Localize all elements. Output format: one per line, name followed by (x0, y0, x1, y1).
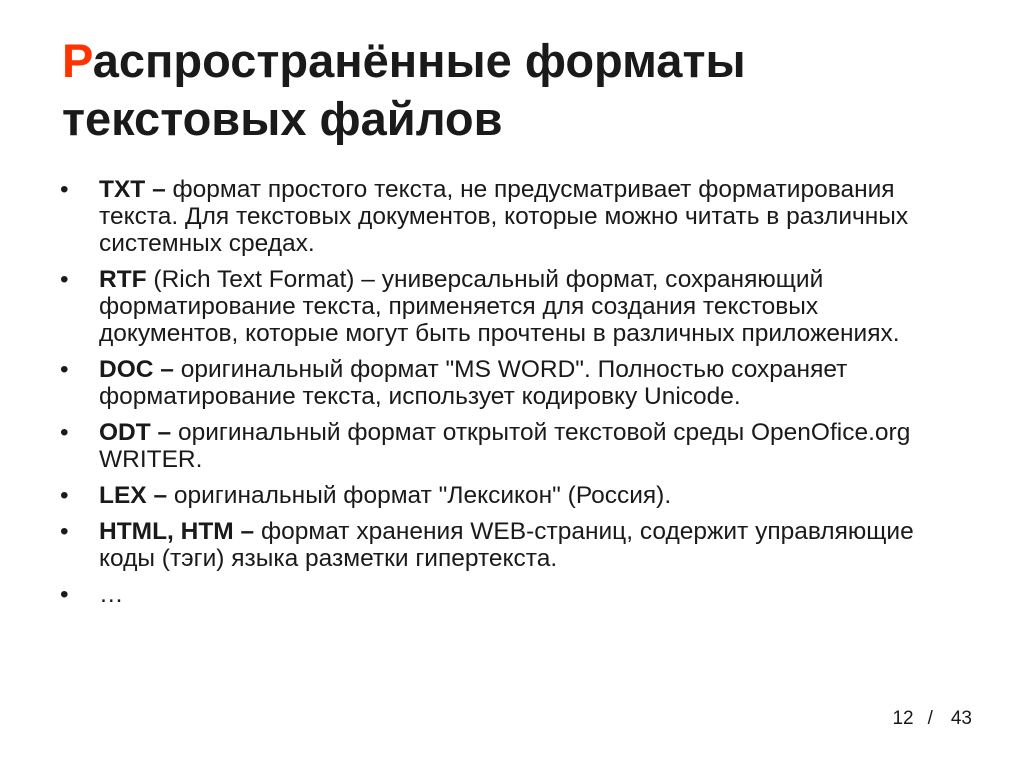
bullet-text: формат простого текста, не предусматривает форматирования текста. Для текстовых документов, которые можно читать в различных системных средах. (99, 176, 909, 257)
bullet-term: RTF (99, 266, 147, 293)
bullet-term: LEX – (99, 482, 168, 509)
current-page-number: 12 (892, 708, 914, 729)
bullet-item-lex (60, 482, 960, 509)
title-line2: текстовых файлов (62, 92, 503, 145)
bullet-marker: • (60, 419, 69, 446)
bullet-marker: • (60, 518, 69, 545)
page-counter (892, 708, 972, 730)
bullet-text: оригинальный формат "Лексикон" (Россия). (167, 482, 672, 509)
bullet-item-txt (60, 176, 960, 257)
bullet-list (60, 176, 960, 617)
bullet-marker: • (60, 482, 69, 509)
bullet-term: ODT – (99, 419, 172, 446)
bullet-item-odt (60, 419, 960, 473)
bullet-item-ellipsis (60, 581, 960, 608)
page-separator: / (927, 708, 933, 729)
bullet-item-rtf (60, 266, 960, 347)
bullet-marker: • (60, 581, 69, 608)
bullet-text: формат хранения WEB-страниц, содержит управляющие коды (тэги) языка разметки гипертекста. (99, 518, 914, 572)
bullet-text: … (99, 581, 124, 608)
title-line1-rest: аспространённые форматы (92, 34, 746, 87)
bullet-marker: • (60, 266, 69, 293)
bullet-item-doc (60, 356, 960, 410)
title-first-letter: Р (62, 34, 93, 87)
bullet-text: (Rich Text Format) – универсальный формат, сохраняющий форматирование текста, применяется для создания текстовых документов, которые могут быть прочтены в различных приложениях. (99, 266, 900, 347)
total-pages-number: 43 (950, 708, 972, 729)
bullet-term: DOC – (99, 356, 174, 383)
bullet-term: TXT – (99, 176, 166, 203)
bullet-term: HTML, HTM – (99, 518, 255, 545)
bullet-marker: • (60, 356, 69, 383)
slide-title (62, 32, 962, 148)
bullet-text: оригинальный формат "MS WORD". Полностью сохраняет форматирование текста, использует кодировку Unicode. (99, 356, 848, 410)
bullet-marker: • (60, 176, 69, 203)
bullet-text: оригинальный формат открытой текстовой среды OpenOfice.org WRITER. (99, 419, 911, 473)
bullet-item-html (60, 518, 960, 572)
